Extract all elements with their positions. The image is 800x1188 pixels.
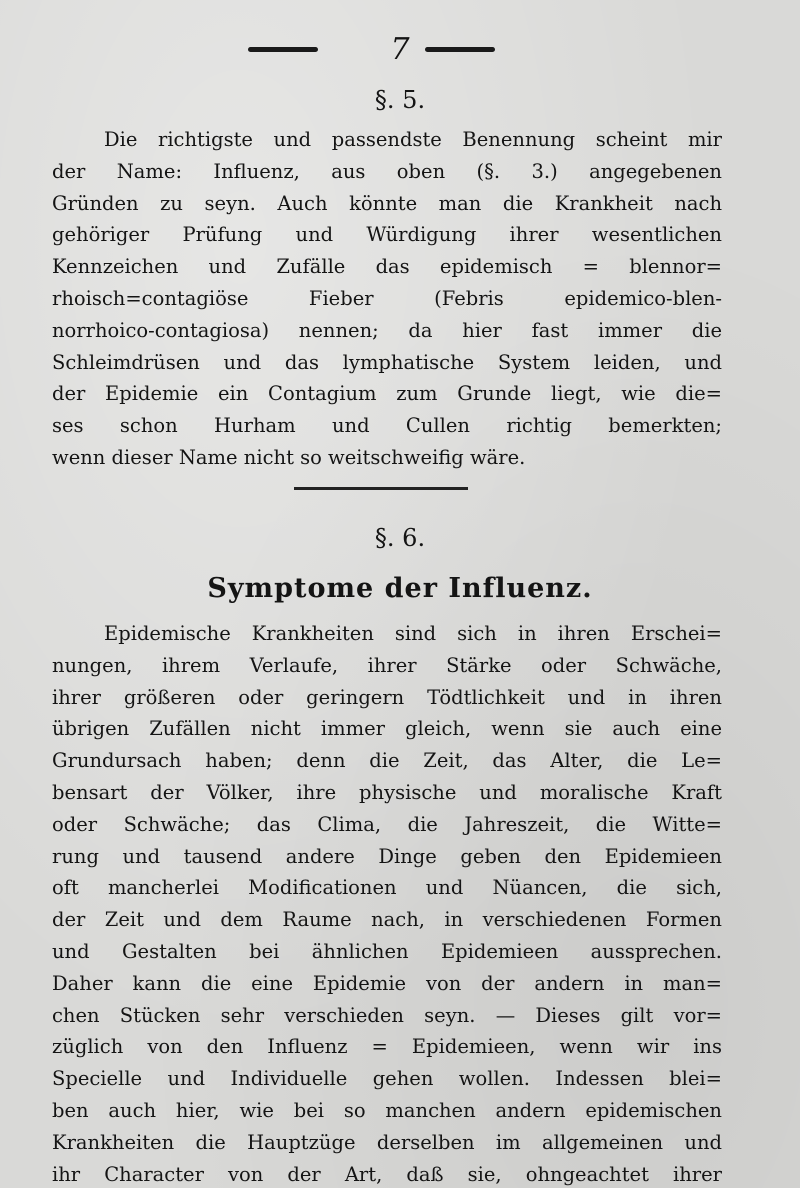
text-line: der Name: Influenz, aus oben (§. 3.) angegebenen [52, 159, 722, 183]
section-divider [294, 487, 468, 490]
section-6-heading: Symptome der Influenz. [207, 573, 593, 604]
text-line: züglich von den Influenz = Epidemieen, wenn wir ins [52, 1035, 722, 1059]
section-5-paragraph [52, 124, 722, 474]
text-line: Daher kann die eine Epidemie von der andern in man= [52, 971, 722, 995]
header-rule-right [425, 47, 495, 52]
text-line: bensart der Völker, ihre physische und moralische Kraft [52, 780, 722, 804]
page-header [0, 30, 800, 70]
text-line: gehöriger Prüfung und Würdigung ihrer wesentlichen [52, 223, 722, 247]
text-line: Gründen zu seyn. Auch könnte man die Krankheit nach [52, 191, 722, 215]
text-line: Schleimdrüsen und das lymphatische System leiden, und [52, 350, 722, 374]
text-line: ihrer größeren oder geringern Tödtlichkeit und in ihren [52, 685, 722, 709]
text-line: rung und tausend andere Dinge geben den Epidemieen [52, 844, 722, 868]
text-line: nungen, ihrem Verlaufe, ihrer Stärke oder Schwäche, [52, 653, 722, 677]
text-line: ben auch hier, wie bei so manchen andern epidemischen [52, 1098, 722, 1122]
section-5-label: §. 5. [374, 86, 426, 114]
section-6-label: §. 6. [374, 524, 426, 552]
text-line: norrhoico-contagiosa) nennen; da hier fast immer die [52, 318, 722, 342]
text-line: ses schon Hurham und Cullen richtig bemerkten; [52, 414, 722, 438]
text-line: Epidemische Krankheiten sind sich in ihren Erschei= [104, 622, 722, 645]
text-line: der Zeit und dem Raume nach, in verschiedenen Formen [52, 908, 722, 932]
text-line: und Gestalten bei ähnlichen Epidemieen aussprechen. [52, 939, 722, 963]
text-line: Kennzeichen und Zufälle das epidemisch = blennor= [52, 255, 722, 279]
text-line: wenn dieser Name nicht so weitschweifig wäre. [52, 445, 526, 469]
text-line: oder Schwäche; das Clima, die Jahreszeit, die Witte= [52, 812, 722, 836]
text-line: Grundursach haben; denn die Zeit, das Alter, die Le= [52, 749, 722, 773]
text-line: oft mancherlei Modificationen und Nüancen, die sich, [52, 876, 722, 900]
text-line: rhoisch=contagiöse Fieber (Febris epidemico-blen- [52, 286, 722, 310]
text-line: Specielle und Individuelle gehen wollen. Indessen blei= [52, 1067, 722, 1091]
text-line: chen Stücken sehr verschieden seyn. — Dieses gilt vor= [52, 1003, 722, 1027]
page-number: 7 [390, 32, 410, 67]
text-line: Krankheiten die Hauptzüge derselben im allgemeinen und [52, 1130, 722, 1154]
text-line: übrigen Zufällen nicht immer gleich, wenn sie auch eine [52, 717, 722, 741]
text-line: ihr Character von der Art, daß sie, ohngeachtet ihrer [52, 1162, 722, 1186]
text-line: Die richtigste und passendste Benennung scheint mir [104, 128, 722, 151]
text-line: der Epidemie ein Contagium zum Grunde liegt, wie die= [52, 382, 722, 406]
section-6-paragraph [52, 618, 722, 1188]
